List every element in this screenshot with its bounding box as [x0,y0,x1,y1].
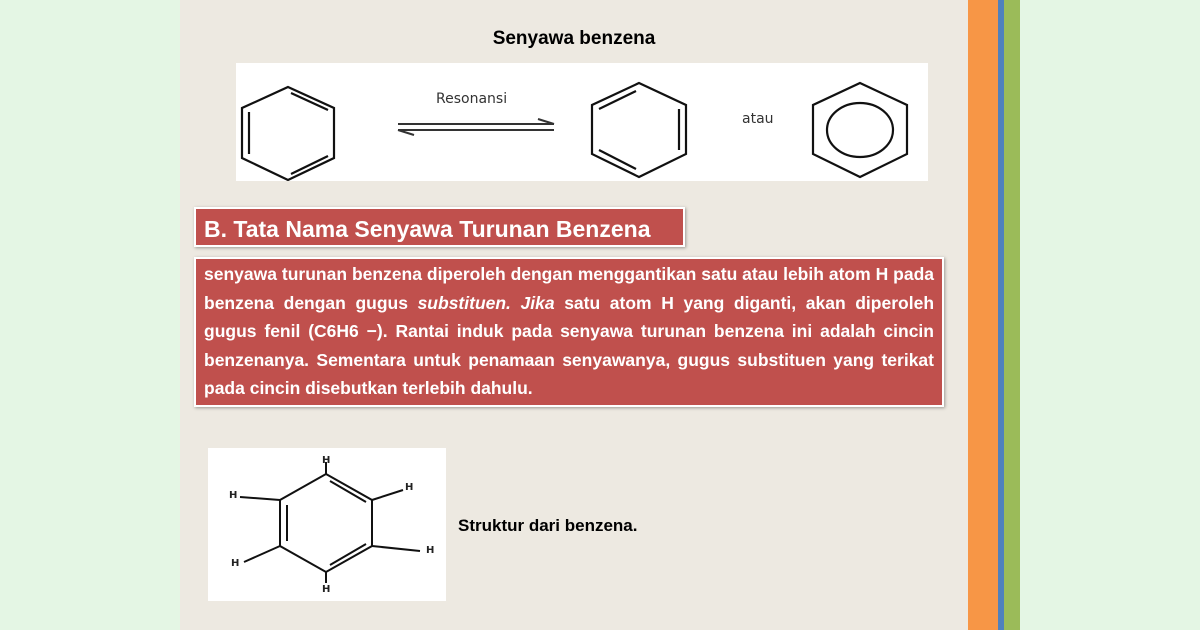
hydrogen-label-upper-left: H [229,490,238,501]
hydrogen-label-upper-right: H [405,482,414,493]
hydrogen-label-lower-left: H [231,558,240,569]
paragraph-italic-text: substituen. Jika [417,292,555,313]
resonance-figure [236,63,928,181]
structure-caption: Struktur dari benzena. [458,516,638,535]
paragraph-text-part1: senyawa turunan benzena diperoleh dengan menggantikan satu atau lebih atom H pada benzena dengan gugus [204,264,934,313]
benzene-structure-diagram [208,448,446,601]
section-heading: B. Tata Nama Senyawa Turunan Benzena [194,207,685,247]
benzene-structure-figure [208,448,446,601]
resonance-arrows [398,119,554,135]
paragraph-text-part2: satu atom H yang diganti, akan diperoleh gugus fenil (C6H6 −). Rantai induk pada senyawa turunan benzena ini adalah cincin benzenanya. Sementara untuk penamaan senyawanya, gugus substituen yang terikat pada cincin disebutkan terlebih dahulu. [204,292,935,399]
decorative-stripe-green [1004,0,1020,630]
description-paragraph [194,257,944,407]
benzene-kekule-left [242,87,334,180]
benzene-kekule-middle [592,83,686,177]
hydrogen-label-bottom: H [322,584,331,595]
slide-title: Senyawa benzena [492,28,656,49]
benzene-circle-right [813,83,907,177]
decorative-stripe-orange [968,0,998,630]
or-label: atau [742,111,774,127]
resonance-label: Resonansi [436,91,508,107]
resonance-diagram [236,63,928,181]
slide-content [180,0,968,630]
hydrogen-label-top: H [322,455,331,466]
hydrogen-label-lower-right: H [426,545,435,556]
